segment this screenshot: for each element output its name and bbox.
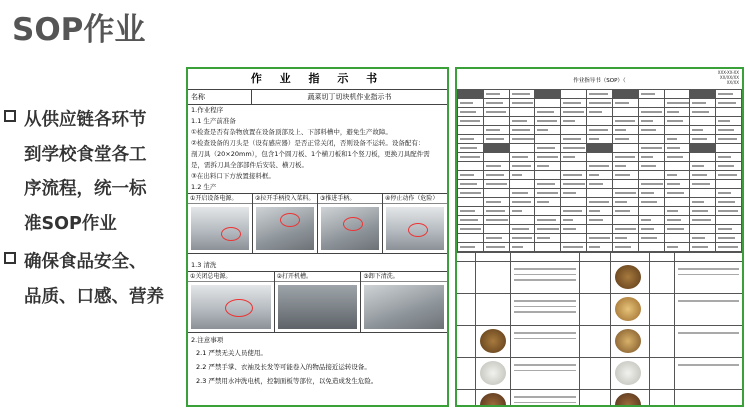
sop-grid-cell (458, 234, 484, 243)
sop-table-document (455, 67, 744, 407)
bullet-line: 确保食品安全、 (24, 252, 147, 272)
sop-grid-cell (664, 225, 690, 234)
sop-grid-cell (535, 99, 561, 108)
sop-grid-cell (587, 198, 613, 207)
sop-header (457, 69, 742, 89)
sop-grid-row (458, 153, 742, 162)
sop-grid-cell (509, 135, 535, 144)
sop-grid-cell (483, 99, 509, 108)
sop-grid-cell (612, 108, 638, 117)
sop-grid-cell (716, 99, 742, 108)
machine-photo (321, 207, 379, 250)
sop-grid-cell (612, 135, 638, 144)
sop-grid-cell (535, 243, 561, 252)
sop-step-row (457, 262, 742, 294)
sop-grid-cell (716, 117, 742, 126)
highlight-circle (408, 223, 428, 237)
sop-grid-cell (587, 99, 613, 108)
food-photo (615, 361, 641, 385)
sop-grid-cell (690, 171, 716, 180)
work-instruction-document (186, 67, 449, 407)
step-caption: ②打开机槽。 (275, 272, 361, 282)
sop-grid-cell (458, 99, 484, 108)
sop-grid-cell (612, 243, 638, 252)
step-caption: ②拉开手柄投入菜料。 (253, 194, 317, 204)
sop-grid-cell (587, 189, 613, 198)
sop-step-row (457, 358, 742, 390)
sop-grid-cell (638, 198, 664, 207)
sop-grid-cell (587, 234, 613, 243)
bullet-line: 到学校食堂各工 (24, 144, 147, 165)
sop-grid-cell (690, 153, 716, 162)
sop-grid-cell (587, 135, 613, 144)
sop-grid-row (458, 198, 742, 207)
sop-grid-cell (587, 90, 613, 99)
sop-grid-row (458, 225, 742, 234)
sop-grid-cell (612, 117, 638, 126)
sop-grid-cell (458, 171, 484, 180)
code-line: XX/XX (726, 80, 739, 85)
sop-grid-cell (561, 90, 587, 99)
sop-grid-cell (483, 234, 509, 243)
highlight-circle (280, 213, 300, 227)
sop-grid-cell (561, 108, 587, 117)
sop-grid-cell (509, 90, 535, 99)
sop-grid-cell (535, 198, 561, 207)
sop-grid-row (458, 243, 742, 252)
cleaning-step (361, 272, 447, 332)
sop-grid-cell (535, 225, 561, 234)
instruction-line: ①检查是否有杂物放置在设备顶部及上、下部料槽中，避免生产故障。 (191, 128, 392, 136)
food-photo (480, 393, 506, 407)
step-caption: ③卸下清洗。 (361, 272, 447, 282)
bullet-text (24, 245, 170, 314)
sop-grid-cell (561, 207, 587, 216)
sop-grid-cell (509, 153, 535, 162)
note-line: 2.3 严禁用水冲洗电机，控制面板等部位，以免造成发生危险。 (196, 377, 378, 385)
sop-grid-cell (535, 90, 561, 99)
sop-grid-cell (638, 162, 664, 171)
sop-grid-cell (664, 117, 690, 126)
sop-grid-cell (664, 189, 690, 198)
step-caption: ③推进手柄。 (318, 194, 382, 204)
sop-grid-cell (535, 189, 561, 198)
sop-grid-cell (638, 171, 664, 180)
sop-grid-cell (612, 99, 638, 108)
sop-grid-cell (458, 117, 484, 126)
sop-grid-cell (716, 135, 742, 144)
sop-grid-cell (664, 234, 690, 243)
sop-grid-cell (561, 225, 587, 234)
sop-grid-cell (587, 117, 613, 126)
instruction-line: ②检查设备的刀头是（设有感应器）是否正常关闭，否则设备不运转。设备配有： (191, 139, 425, 147)
step-caption: ④停止动作（危险） (383, 194, 447, 204)
sop-grid-cell (664, 198, 690, 207)
sop-grid-row (458, 234, 742, 243)
square-bullet-icon (4, 110, 16, 122)
production-step (253, 194, 318, 253)
sop-grid-cell (664, 216, 690, 225)
sop-grid-cell (483, 126, 509, 135)
sop-grid-cell (535, 234, 561, 243)
sop-grid-cell (587, 153, 613, 162)
sop-grid-cell (458, 162, 484, 171)
sop-grid-cell (612, 207, 638, 216)
sop-grid-row (458, 180, 742, 189)
sop-grid-cell (716, 225, 742, 234)
sop-upper-table (457, 89, 742, 252)
production-step (188, 194, 253, 253)
sop-grid-cell (587, 216, 613, 225)
cleaning-step (188, 272, 275, 332)
sop-grid-cell (509, 216, 535, 225)
sop-grid-cell (535, 171, 561, 180)
sop-grid-cell (638, 225, 664, 234)
sop-grid-cell (690, 207, 716, 216)
machine-photo (256, 207, 314, 250)
sop-header-code (718, 70, 739, 85)
machine-photo (191, 207, 249, 250)
sop-grid-cell (612, 180, 638, 189)
sop-grid-cell (483, 153, 509, 162)
sop-grid-cell (716, 234, 742, 243)
production-step (383, 194, 447, 253)
sop-grid-row (458, 117, 742, 126)
sop-grid-cell (664, 126, 690, 135)
sop-step-row (457, 326, 742, 358)
sop-grid-cell (716, 108, 742, 117)
bullet-list (4, 103, 182, 314)
sop-grid-cell (638, 99, 664, 108)
food-photo (615, 329, 641, 353)
sop-grid-cell (509, 189, 535, 198)
sop-grid-cell (587, 162, 613, 171)
bullet-line: 序流程，统一标 (24, 179, 147, 199)
sop-grid-cell (638, 153, 664, 162)
food-photo (615, 265, 641, 289)
step-caption: ①关闭总电源。 (188, 272, 274, 282)
sop-grid-cell (458, 126, 484, 135)
sop-grid-cell (561, 180, 587, 189)
sop-grid-cell (587, 180, 613, 189)
sop-grid-cell (458, 216, 484, 225)
sop-grid-cell (561, 243, 587, 252)
sop-grid-cell (612, 90, 638, 99)
bullet-text (24, 103, 170, 241)
sop-grid-cell (638, 117, 664, 126)
sop-grid-cell (509, 108, 535, 117)
sop-grid-cell (587, 225, 613, 234)
sop-grid-cell (535, 153, 561, 162)
production-steps (188, 193, 447, 254)
sop-grid-cell (716, 207, 742, 216)
sop-lower-header (457, 253, 742, 262)
sop-grid-cell (483, 189, 509, 198)
sop-grid-cell (690, 189, 716, 198)
machine-photo (386, 207, 444, 250)
sop-grid-cell (535, 216, 561, 225)
sop-grid-cell (638, 234, 664, 243)
cleaning-steps (188, 271, 447, 333)
sop-grid-cell (535, 108, 561, 117)
food-photo (480, 329, 506, 353)
sop-grid-cell (535, 180, 561, 189)
sop-grid-cell (561, 99, 587, 108)
sop-grid-cell (458, 90, 484, 99)
sop-grid-cell (664, 207, 690, 216)
sop-grid-cell (535, 144, 561, 153)
sop-grid-cell (716, 198, 742, 207)
sop-grid-cell (690, 90, 716, 99)
sop-grid-row (458, 135, 742, 144)
sop-grid-row (458, 189, 742, 198)
sop-grid-row (458, 171, 742, 180)
sop-grid-cell (561, 216, 587, 225)
sop-header-title: 作业指导书（SOP）（ (573, 78, 626, 84)
sop-grid-cell (716, 216, 742, 225)
sop-grid-cell (458, 207, 484, 216)
sop-grid-cell (664, 90, 690, 99)
sop-grid-cell (535, 162, 561, 171)
sop-grid-cell (690, 99, 716, 108)
step-heading: 1.3 清洗 (191, 261, 217, 269)
food-photo (615, 393, 641, 407)
sop-grid-cell (612, 162, 638, 171)
sop-grid-cell (561, 189, 587, 198)
bullet-item (4, 245, 182, 314)
sop-grid-cell (690, 144, 716, 153)
food-photo (480, 361, 506, 385)
sop-grid-cell (561, 234, 587, 243)
sop-grid-cell (716, 90, 742, 99)
sop-grid-cell (535, 135, 561, 144)
sop-grid-cell (638, 243, 664, 252)
sop-grid-cell (509, 99, 535, 108)
highlight-circle (343, 217, 363, 231)
sop-grid-cell (458, 198, 484, 207)
sop-grid-cell (587, 108, 613, 117)
instruction-line: 剖刀具（20×20mm），包含1个圆刀板、1个横刀板和1个竖刀板，更换刀具配件需 (191, 150, 430, 158)
sop-grid-cell (587, 144, 613, 153)
sop-grid-cell (612, 234, 638, 243)
sop-grid-cell (664, 144, 690, 153)
sop-grid-cell (638, 207, 664, 216)
sop-grid-cell (690, 162, 716, 171)
sop-grid-cell (483, 207, 509, 216)
sop-grid-row (458, 126, 742, 135)
sop-grid-cell (612, 198, 638, 207)
sop-grid-cell (483, 225, 509, 234)
sop-grid-cell (638, 108, 664, 117)
sop-grid-cell (716, 162, 742, 171)
sop-grid-cell (638, 216, 664, 225)
sop-grid-row (458, 90, 742, 99)
sop-grid-cell (664, 135, 690, 144)
sop-grid-cell (664, 180, 690, 189)
sop-grid-cell (587, 126, 613, 135)
sop-grid-cell (561, 171, 587, 180)
sop-grid-cell (638, 180, 664, 189)
sop-grid-cell (612, 225, 638, 234)
sop-grid-cell (509, 171, 535, 180)
sop-grid-cell (458, 243, 484, 252)
sop-grid-cell (690, 117, 716, 126)
machine-photo (278, 285, 358, 329)
sop-grid-cell (690, 180, 716, 189)
sop-grid-cell (612, 126, 638, 135)
sop-grid-cell (638, 189, 664, 198)
notes-heading: 2.注意事项 (191, 336, 224, 344)
sop-grid-cell (483, 198, 509, 207)
sop-grid-cell (612, 171, 638, 180)
sop-grid-cell (535, 126, 561, 135)
sop-grid-cell (664, 243, 690, 252)
sop-grid-row (458, 162, 742, 171)
sop-grid-cell (638, 126, 664, 135)
sop-grid-cell (458, 189, 484, 198)
code-line: XX/XX/XX (719, 75, 739, 80)
sop-grid-cell (483, 90, 509, 99)
sop-grid-cell (690, 108, 716, 117)
cleaning-step (275, 272, 362, 332)
sop-grid-cell (716, 126, 742, 135)
highlight-circle (221, 227, 241, 241)
sop-grid-cell (612, 189, 638, 198)
sop-grid-cell (509, 117, 535, 126)
sop-grid-cell (561, 153, 587, 162)
step-heading: 1.2 生产 (191, 183, 217, 191)
sop-grid-cell (638, 135, 664, 144)
sop-grid-cell (458, 153, 484, 162)
production-step (318, 194, 383, 253)
sop-grid-cell (483, 216, 509, 225)
sop-grid-cell (483, 135, 509, 144)
sop-step-row (457, 294, 742, 326)
sop-grid-cell (483, 243, 509, 252)
sop-grid-cell (458, 135, 484, 144)
sop-grid-cell (690, 198, 716, 207)
sop-grid-cell (638, 144, 664, 153)
sop-grid-cell (509, 126, 535, 135)
code-line: XXX-XX-XX (717, 70, 739, 75)
sop-grid-cell (561, 144, 587, 153)
sop-grid-cell (509, 180, 535, 189)
sop-grid-cell (716, 189, 742, 198)
sop-grid-cell (561, 162, 587, 171)
sop-grid-cell (664, 162, 690, 171)
sop-grid-cell (483, 117, 509, 126)
sop-grid-cell (458, 144, 484, 153)
sop-grid-cell (690, 234, 716, 243)
step-heading: 1.1 生产前准备 (191, 117, 236, 125)
sop-grid-cell (483, 171, 509, 180)
sop-grid-cell (716, 180, 742, 189)
machine-photo (191, 285, 271, 329)
highlight-circle (225, 299, 253, 317)
document-heading: 作 业 指 示 书 (188, 69, 447, 90)
sop-grid-cell (509, 234, 535, 243)
sop-grid-cell (587, 207, 613, 216)
sop-grid-cell (561, 117, 587, 126)
bullet-item (4, 103, 182, 241)
sop-grid-cell (458, 180, 484, 189)
sop-grid-cell (587, 171, 613, 180)
sop-grid-cell (716, 243, 742, 252)
machine-photo (364, 285, 444, 329)
sop-grid-cell (690, 126, 716, 135)
bullet-line: 品质、口感、营养 (24, 286, 164, 307)
sop-grid-cell (638, 90, 664, 99)
name-label: 名称 (188, 90, 252, 104)
sop-grid-cell (690, 225, 716, 234)
sop-grid-cell (664, 108, 690, 117)
sop-grid-cell (716, 144, 742, 153)
sop-grid-row (458, 216, 742, 225)
sop-grid-cell (509, 144, 535, 153)
sop-grid-cell (509, 225, 535, 234)
sop-grid-cell (483, 144, 509, 153)
sop-grid-cell (458, 108, 484, 117)
sop-grid-cell (509, 243, 535, 252)
sop-grid-cell (509, 207, 535, 216)
sop-grid-cell (716, 153, 742, 162)
sop-step-row (457, 390, 742, 407)
sop-grid-cell (690, 243, 716, 252)
note-line: 2.2 严禁手掌、衣袖及长发等可能卷入的物品接近运转设备。 (196, 363, 371, 371)
sop-grid-row (458, 99, 742, 108)
sop-grid-cell (587, 243, 613, 252)
sop-lower-table (457, 252, 742, 407)
sop-grid-cell (561, 126, 587, 135)
sop-grid-cell (716, 171, 742, 180)
name-row (188, 90, 447, 105)
sop-grid-cell (458, 225, 484, 234)
sop-grid-cell (535, 207, 561, 216)
sop-grid-cell (509, 162, 535, 171)
square-bullet-icon (4, 252, 16, 264)
sop-grid-row (458, 108, 742, 117)
sop-grid-cell (664, 99, 690, 108)
bullet-line: 从供应链各环节 (24, 110, 147, 130)
name-value: 蔬菜切丁切块机作业指示书 (307, 93, 392, 101)
note-line: 2.1 严禁无关人员使用。 (196, 349, 267, 357)
instruction-line: 是，需拆刀具全部部件后安装、横刀板。 (191, 161, 308, 169)
instruction-line: ③在出料口下方放置接料框。 (191, 172, 275, 180)
sop-grid-cell (690, 216, 716, 225)
sop-grid-row (458, 207, 742, 216)
sop-grid-cell (690, 135, 716, 144)
slide-title: SOP作业 (12, 12, 146, 48)
food-photo (615, 297, 641, 321)
sop-grid-cell (483, 180, 509, 189)
sop-grid-cell (509, 198, 535, 207)
bullet-line: 准SOP作业 (24, 213, 117, 234)
sop-grid-cell (612, 153, 638, 162)
step-caption: ①开启设备电源。 (188, 194, 252, 204)
sop-grid-cell (612, 144, 638, 153)
sop-grid-cell (664, 153, 690, 162)
sop-grid-cell (664, 171, 690, 180)
sop-grid-cell (483, 108, 509, 117)
sop-grid-cell (561, 135, 587, 144)
procedure-heading: 1.作业程序 (191, 106, 224, 114)
sop-grid-cell (561, 198, 587, 207)
sop-grid-cell (535, 117, 561, 126)
sop-grid-cell (483, 162, 509, 171)
sop-grid-row (458, 144, 742, 153)
sop-grid-cell (612, 216, 638, 225)
